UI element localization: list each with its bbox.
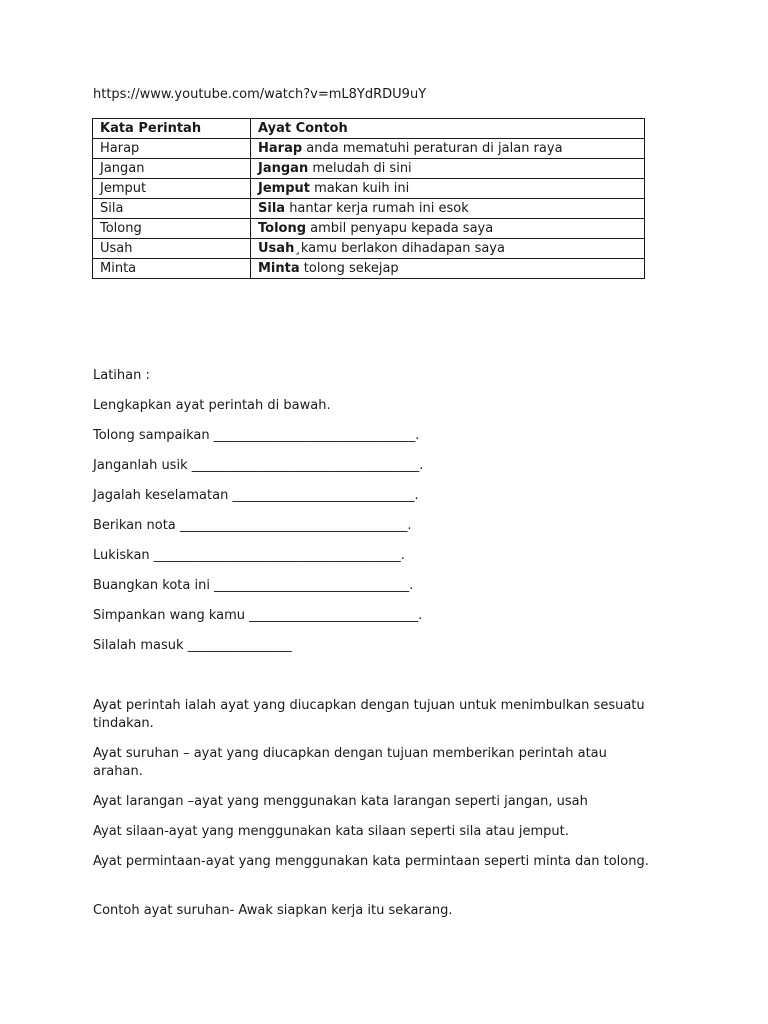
table-row [93,259,645,279]
exercise-item: Simpankan wang kamu __________________________. [93,608,423,623]
sentence-keyword: Jemput [258,181,310,196]
example-sentence [251,259,645,279]
sentence-rest: anda mematuhi peraturan di jalan raya [302,141,563,156]
youtube-url[interactable]: https://www.youtube.com/watch?v=mL8YdRDU9uY [93,87,427,102]
exercise-item: Jagalah keselamatan ____________________________. [93,488,419,503]
command-word: Minta [93,259,251,279]
command-word: Jangan [93,159,251,179]
exercise-item: Janganlah usik ___________________________________. [93,458,424,473]
command-words-table [92,118,645,279]
command-word: Jemput [93,179,251,199]
sentence-keyword: Minta [258,261,300,276]
sentence-rest: ¸kamu berlakon dihadapan saya [294,241,505,256]
exercise-instruction: Lengkapkan ayat perintah di bawah. [93,398,331,413]
note-paragraph: Ayat perintah ialah ayat yang diucapkan dengan tujuan untuk menimbulkan sesuatu tindakan. [93,698,645,731]
example-sentence [251,159,645,179]
table-row [93,139,645,159]
sentence-rest: hantar kerja rumah ini esok [285,201,469,216]
sentence-keyword: Sila [258,201,286,216]
exercise-item: Silalah masuk ________________ [93,638,292,653]
sentence-keyword: Tolong [258,221,307,236]
sentence-rest: meludah di sini [308,161,412,176]
table-row [93,239,645,259]
sentence-rest: ambil penyapu kepada saya [306,221,494,236]
command-word: Harap [93,139,251,159]
command-word: Usah [93,239,251,259]
header-ayat-contoh: Ayat Contoh [251,119,645,139]
sentence-keyword: Jangan [258,161,309,176]
example-sentence [251,199,645,219]
table-header-row [93,119,645,139]
example-sentence [251,179,645,199]
table-row [93,179,645,199]
exercise-item: Lukiskan ______________________________________. [93,548,405,563]
exercise-item: Berikan nota ___________________________________. [93,518,412,533]
exercise-title: Latihan : [93,368,150,383]
note-paragraph: Contoh ayat suruhan- Awak siapkan kerja itu sekarang. [93,903,453,918]
exercise-item: Tolong sampaikan _______________________________. [93,428,420,443]
example-sentence [251,219,645,239]
exercise-item: Buangkan kota ini ______________________________. [93,578,414,593]
note-paragraph: Ayat permintaan-ayat yang menggunakan kata permintaan seperti minta dan tolong. [93,854,649,869]
header-kata-perintah: Kata Perintah [93,119,251,139]
example-sentence [251,239,645,259]
sentence-keyword: Usah [258,241,295,256]
sentence-rest: tolong sekejap [299,261,399,276]
note-paragraph: Ayat larangan –ayat yang menggunakan kata larangan seperti jangan, usah [93,794,588,809]
command-word: Sila [93,199,251,219]
example-sentence [251,139,645,159]
note-paragraph: Ayat silaan-ayat yang menggunakan kata silaan seperti sila atau jemput. [93,824,569,839]
table-row [93,159,645,179]
table-row [93,199,645,219]
note-paragraph: Ayat suruhan – ayat yang diucapkan dengan tujuan memberikan perintah atau arahan. [93,746,607,779]
sentence-rest: makan kuih ini [309,181,410,196]
table-row [93,219,645,239]
sentence-keyword: Harap [258,141,303,156]
command-word: Tolong [93,219,251,239]
